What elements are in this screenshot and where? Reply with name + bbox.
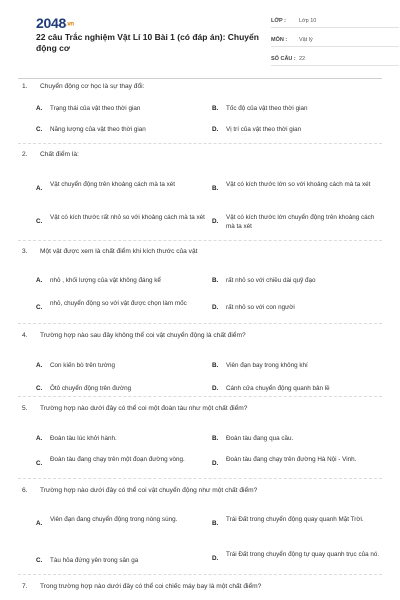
site-logo[interactable] <box>36 15 74 31</box>
question-4 <box>22 331 380 392</box>
option-a[interactable]: A. Viên đạn đang chuyển động trong nòng súng. <box>36 516 178 527</box>
question-separator <box>18 574 382 575</box>
option-c[interactable]: C. Vật có kích thước rất nhỏ so với khoảng cách mà ta xét <box>36 214 205 225</box>
header <box>18 0 382 74</box>
option-d[interactable]: D. Đoàn tàu đang chạy trên đường Hà Nội - Vinh. <box>212 456 357 467</box>
question-text: 4. Trường hợp nào sau đây không thể coi vật chuyển động là chất điểm? <box>22 332 246 339</box>
logo-text: 2048 <box>36 15 66 31</box>
option-a[interactable]: A. Trạng thái của vật theo thời gian <box>36 105 141 112</box>
option-a[interactable]: A. Vật chuyển động trên khoảng cách mà ta xét <box>36 181 175 192</box>
option-b[interactable]: B. Đoàn tàu đang qua cầu. <box>212 435 294 442</box>
question-separator <box>18 240 382 241</box>
option-c[interactable]: C. Ôtô chuyển động trên đường <box>36 385 132 392</box>
question-separator <box>18 323 382 324</box>
question-6 <box>22 486 380 564</box>
option-c[interactable]: C. Năng lượng của vật theo thời gian <box>36 126 146 133</box>
option-c[interactable]: C. nhỏ, chuyển động so với vật được chọn làm mốc <box>36 300 187 311</box>
meta-row-count <box>271 52 399 66</box>
option-a[interactable]: A. Đoàn tàu lúc khởi hành. <box>36 435 117 442</box>
question-separator <box>18 143 382 144</box>
meta-value: 22 <box>299 55 306 62</box>
option-d[interactable]: D. Trái Đất trong chuyển động tự quay quanh trục của nó. <box>212 551 380 562</box>
option-d[interactable]: D. rất nhỏ so với con người <box>212 304 295 311</box>
question-2 <box>22 150 380 230</box>
option-b[interactable]: B. Vật có kích thước lớn so với khoảng cách mà ta xét <box>212 181 371 192</box>
header-divider <box>18 78 382 79</box>
meta-label: LỚP : <box>271 17 286 24</box>
question-separator <box>18 396 382 397</box>
question-text: 3. Một vật được xem là chất điểm khi kích thước của vật <box>22 248 198 255</box>
question-text: 5. Trường hợp nào dưới đây có thể coi một đoàn tàu như một chất điểm? <box>22 405 248 412</box>
option-a[interactable]: A. Con kiến bò trên tường <box>36 362 116 369</box>
document-title: 22 câu Trắc nghiệm Vật Lí 10 Bài 1 (có đáp án): Chuyển động cơ <box>36 32 259 53</box>
meta-info <box>271 14 399 71</box>
option-b[interactable]: B. Viên đạn bay trong không khí <box>212 362 308 369</box>
option-b[interactable]: B. rất nhỏ so với chiều dài quỹ đạo <box>212 277 316 284</box>
question-7 <box>22 582 380 591</box>
option-d[interactable]: D. Vị trí của vật theo thời gian <box>212 126 302 133</box>
meta-label: SỐ CÂU : <box>271 55 296 62</box>
option-d[interactable]: D. Cánh cửa chuyển động quanh bản lề <box>212 385 330 392</box>
meta-label: MÔN : <box>271 36 288 43</box>
option-c[interactable]: C. Đoàn tàu đang chạy trên một đoạn đường vòng. <box>36 456 185 467</box>
meta-row-subject <box>271 33 399 47</box>
meta-value: Lớp 10 <box>299 17 317 24</box>
option-b[interactable]: B. Trái Đất trong chuyển động quay quanh Mặt Trời. <box>212 516 364 527</box>
question-text: 1. Chuyển động cơ học là sự thay đổi: <box>22 83 145 90</box>
meta-row-class <box>271 14 399 28</box>
question-3 <box>22 247 380 311</box>
meta-value: Vật lý <box>299 36 313 43</box>
question-text: 2. Chất điểm là: <box>22 151 79 158</box>
option-b[interactable]: B. Tốc độ của vật theo thời gian <box>212 105 308 112</box>
question-1 <box>22 82 380 133</box>
question-separator <box>18 478 382 479</box>
logo-suffix: .vn <box>65 21 74 28</box>
question-5 <box>22 404 380 467</box>
option-c[interactable]: C. Tàu hỏa đứng yên trong sân ga <box>36 557 139 564</box>
option-d[interactable]: D. Vật có kích thước lớn chuyển động trên khoảng cách mà ta xét <box>212 214 375 230</box>
question-text: 7. Trong trường hợp nào dưới đây có thể coi chiếc máy bay là một chất điểm? <box>22 583 262 590</box>
option-a[interactable]: A. nhỏ , khối lượng của vật không đáng kể <box>36 277 161 284</box>
question-text: 6. Trường hợp nào dưới đây có thể coi vật chuyển động như một chất điểm? <box>22 487 258 494</box>
